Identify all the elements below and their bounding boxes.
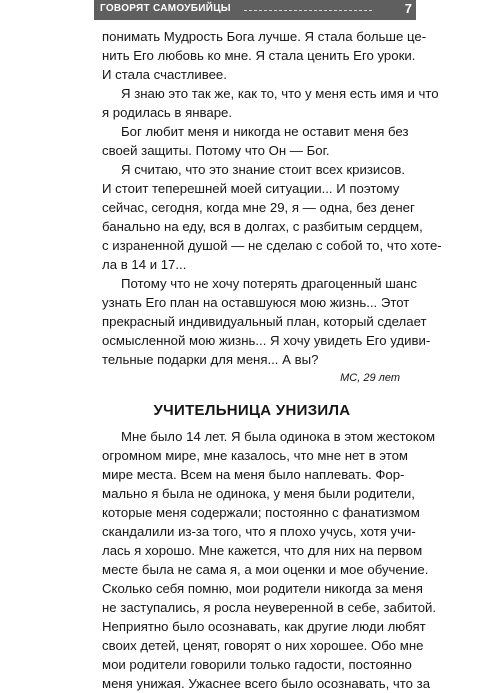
text-line: мире места. Всем на меня было наплевать. Фор- bbox=[102, 467, 405, 482]
text-line: тельные подарки для меня... А вы? bbox=[102, 352, 319, 367]
text-line: которые меня содержали; постоянно с фанатизмом bbox=[102, 505, 420, 520]
text-line: месте была не сама я, а мои оценки и мое обучение. bbox=[102, 562, 429, 577]
header-dotted-rule bbox=[244, 10, 372, 11]
page-body bbox=[102, 27, 442, 693]
text-line: Неприятно было осознавать, как другие люди любят bbox=[102, 619, 426, 634]
text-line: не заступались, я росла неуверенной в себе, забитой. bbox=[102, 600, 437, 615]
text-line: огромном мире, мне казалось, что мне нет в этом bbox=[102, 448, 408, 463]
text-line: мои родители говорили только гадости, постоянно bbox=[102, 657, 412, 672]
text-line: Я знаю это так же, как то, что у меня есть имя и что bbox=[121, 86, 439, 101]
text-line: скандалили из-за того, что я плохо учусь, хотя учи- bbox=[102, 524, 416, 539]
text-line: Потому что не хочу потерять драгоценный шанс bbox=[121, 276, 418, 291]
text-line: прекрасный индивидуальный план, который сделает bbox=[102, 314, 427, 329]
author-signature: МС, 29 лет bbox=[340, 372, 400, 384]
text-line: мально я была не одинока, у меня были родители, bbox=[102, 486, 415, 501]
text-line: своей защиты. Потому что Он — Бог. bbox=[102, 143, 330, 158]
text-line: своих детей, ценят, говорят о них хорошее. Обо мне bbox=[102, 638, 424, 653]
text-line: нить Его любовь ко мне. Я стала ценить Его уроки. bbox=[102, 48, 416, 63]
running-title: ГОВОРЯТ САМОУБИЙЦЫ bbox=[100, 3, 231, 14]
text-line: узнать Его план на оставшуюся мою жизнь... Этот bbox=[102, 295, 410, 310]
text-line: Бог любит меня и никогда не оставит меня без bbox=[121, 124, 409, 139]
text-line: сейчас, сегодня, когда мне 29, я — одна, без денег bbox=[102, 200, 415, 215]
page-number: 7 bbox=[404, 1, 412, 16]
text-line: понимать Мудрость Бога лучше. Я стала больше це- bbox=[102, 29, 427, 44]
text-line: И стала счастливее. bbox=[102, 67, 227, 82]
section-heading: УЧИТЕЛЬНИЦА УНИЗИЛА bbox=[153, 402, 351, 419]
text-line: Сколько себя помню, мои родители никогда за меня bbox=[102, 581, 423, 596]
text-line: банально на еду, вся в долгах, с разбитым сердцем, bbox=[102, 219, 423, 234]
text-line: ла в 14 и 17... bbox=[102, 257, 187, 272]
text-line: Мне было 14 лет. Я была одинока в этом жестоком bbox=[121, 429, 436, 444]
text-line: меня унижая. Ужаснее всего было осознавать, что за bbox=[102, 676, 431, 691]
text-line: осмысленной мою жизнь... Я хочу увидеть Его удиви- bbox=[102, 333, 431, 348]
text-line: с израненной душой — не сделаю с собой то, что хоте- bbox=[102, 238, 442, 253]
text-line: Я считаю, что это знание стоит всех кризисов. bbox=[121, 162, 405, 177]
text-line: я родилась в январе. bbox=[102, 105, 233, 120]
text-line: лась я хорошо. Мне кажется, что для них на первом bbox=[102, 543, 423, 558]
text-line: И стоит теперешней моей ситуации... И поэтому bbox=[102, 181, 400, 196]
running-header bbox=[94, 0, 416, 20]
